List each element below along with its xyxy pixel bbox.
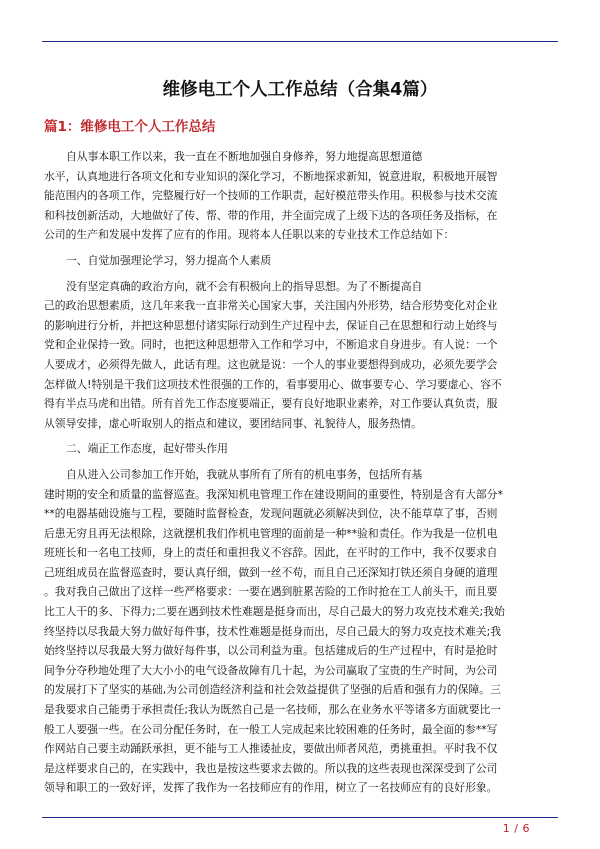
paragraph-line: 和科技创新活动，大地做好了传、帮、带的作用，并全面完成了上级下达的各项任务及指标，在	[44, 208, 498, 222]
paragraph-line: 己班组成员在监督巡查时，要认真仔细，做到一丝不苟，而且自己还深知打铁还须自身硬的道理	[44, 565, 498, 579]
paragraph-line: 般工人要强一些。在公司分配任务时，在一般工人完成起来比较困难的任务时，最全面的参**写	[44, 722, 498, 736]
document-body	[44, 147, 556, 798]
page-number: 1 / 6	[502, 822, 530, 835]
paragraph-line: 作网站自己要主动踊跃承担，更不能与工人推诿扯皮，要做出师者风范，勇挑重担。平时我不仅	[44, 742, 498, 756]
subheading-1: 一、自觉加强理论学习，努力提高个人素质	[66, 253, 272, 267]
paragraph-line: 是这样要求自己的，在实践中，我也是按这些要求去做的。所以我的这些表现也深深受到了公司	[44, 761, 498, 775]
header-rule	[42, 41, 558, 42]
footer-rule	[42, 817, 558, 818]
paragraph-line: 比工人干的多、下得力;二要在遇到技术性难题是挺身而出，尽自己最大的努力攻克技术难关;我始	[44, 605, 505, 619]
section-title: 篇1：维修电工个人工作总结	[44, 119, 216, 135]
paragraph-line: 能范围内的各项工作，完整履行好一个技师的工作职责，起好模范带头作用。积极参与技术交流	[44, 189, 498, 203]
paragraph-line: 间争分夺秒地处理了大大小小的电气设备故障有几十起，为公司赢取了宝贵的生产时间，为公司	[44, 663, 498, 677]
paragraph-line: 得有半点马虎和出错。所有首先工作态度要端正，要有良好地职业素养，对工作要认真负责，服	[44, 397, 498, 411]
paragraph-line: 怎样做人!特别是干我们这项技术性很强的工作的，看事要用心、做事要专心、学习要虚心、容不	[44, 377, 502, 391]
paragraph-line: 终坚持以尽我最大努力做好每件事，技术性难题是挺身而出，尽自己最大的努力攻克技术难关;我	[44, 624, 502, 638]
paragraph-line: 的发展打下了坚实的基础,为公司创造经济利益和社会效益提供了坚强的后盾和强有力的保障。三	[44, 683, 501, 697]
paragraph-line: 始终坚持以尽我最大努力做好每件事，以公司利益为重。包括建成后的生产过程中，有时是抢时	[44, 644, 498, 658]
paragraph-line: 从领导安排，虚心听取别人的指点和建议，要团结同事、礼貌待人，服务热情。	[44, 416, 422, 430]
paragraph-line: 党和企业保持一致。同时，也把这种思想带入工作和学习中，不断追求自身进步。有人说：一个	[44, 338, 498, 352]
paragraph-line: 水平，认真地进行各项文化和专业知识的深化学习，不断地探求新知，锐意进取，积极地开展智	[44, 169, 498, 183]
paragraph-line: 自从进入公司参加工作开始，我就从事所有了所有的机电事务，包括所有基	[66, 467, 423, 481]
paragraph-line: 己的政治思想素质，这几年来我一直非常关心国家大事，关注国内外形势，结合形势变化对企业	[44, 299, 498, 313]
paragraph-line: 没有坚定真确的政治方向，就不会有积极向上的指导思想。为了不断提高自	[66, 279, 423, 293]
paragraph-line: 自从事本职工作以来，我一直在不断地加强自身修养，努力地提高思想道德	[66, 150, 423, 163]
paragraph-line: 领导和职工的一致好评，发挥了我作为一名技师应有的作用，树立了一名技师应有的良好形象。	[44, 781, 498, 795]
paragraph-line: 建时期的安全和质量的监督巡查。我深知机电管理工作在建设期间的重要性，特别是含有大部分*	[44, 487, 503, 501]
paragraph-line: 后患无穷且再无法根除，这就摆机我们作机电管理的面前是一种**验和责任。作为我是一位机电	[44, 526, 498, 540]
document-title: 维修电工个人工作总结（合集4篇）	[162, 80, 438, 100]
paragraph-line: 。我对我自己做出了这样一些严格要求：一要在遇到脏累苦险的工作时抢在工人前头干，而且要	[44, 585, 498, 599]
subheading-2: 二、端正工作态度，起好带头作用	[66, 442, 228, 456]
paragraph-line: 的影响进行分析，并把这种思想付诸实际行动到生产过程中去，保证自己在思想和行动上始终与	[44, 318, 498, 332]
paragraph-line: 公司的生产和发展中发挥了应有的作用。现将本人任职以来的专业技术工作总结如下：	[44, 228, 455, 242]
paragraph-line: 人要成才，必须得先做人，此话有理。这也就是说：一个人的事业要想得到成功，必须先要学会	[44, 357, 498, 371]
paragraph-line: 班班长和一名电工技师，身上的责任和重担我义不容辞。因此，在平时的工作中，我不仅要求自	[44, 546, 498, 560]
paragraph-line: **的电器基础设施与工程，要随时监督检查，发现问题就必须解决到位，决不能草草了事，否则	[44, 507, 498, 521]
paragraph-line: 是我要求自己能勇于承担责任;我认为既然自己是一名技师，那么在业务水平等诸多方面就要比一	[44, 703, 502, 717]
